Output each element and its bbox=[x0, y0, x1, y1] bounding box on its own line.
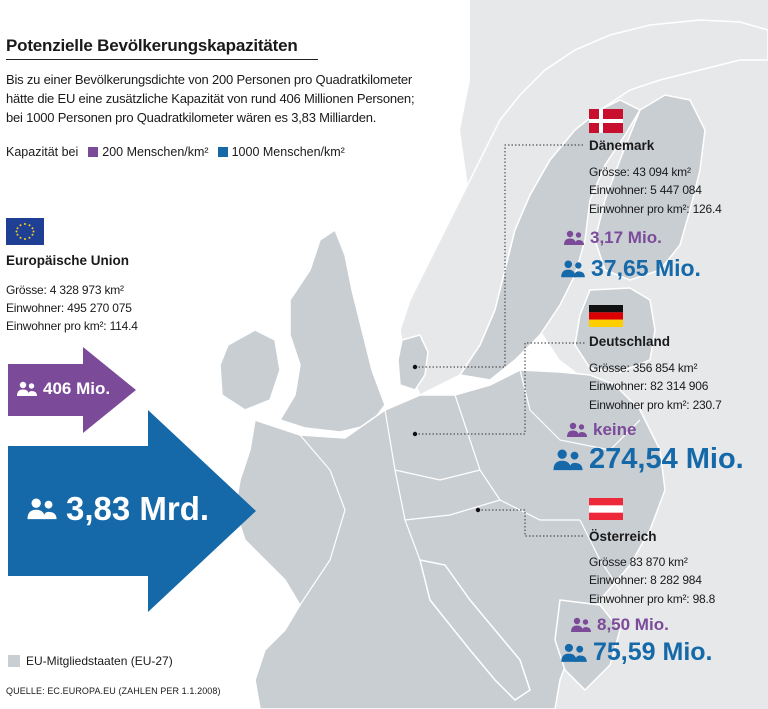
map-legend-label: EU-Mitgliedstaaten (EU-27) bbox=[26, 654, 173, 668]
legend-item-1000: 1000 Menschen/km² bbox=[231, 145, 345, 159]
page-title: Potenzielle Bevölkerungskapazitäten bbox=[6, 36, 298, 55]
eu-einwohner: Einwohner: 495 270 075 bbox=[6, 301, 132, 315]
de-name: Deutschland bbox=[589, 334, 671, 349]
eu-name: Europäische Union bbox=[6, 253, 130, 268]
people-icon bbox=[16, 381, 38, 397]
people-icon bbox=[560, 259, 586, 279]
dk-dichte: Einwohner pro km²: 126.4 bbox=[589, 202, 722, 216]
dk-kap-200-row bbox=[563, 228, 662, 248]
de-kap-200-row bbox=[566, 420, 636, 440]
de-groesse: Grösse: 356 854 km² bbox=[589, 361, 698, 375]
dk-kap-1000: 37,65 Mio. bbox=[591, 255, 701, 281]
capacity-legend bbox=[6, 145, 345, 159]
intro-text bbox=[6, 70, 476, 127]
legend-swatch-1000 bbox=[218, 147, 228, 157]
de-einwohner: Einwohner: 82 314 906 bbox=[589, 379, 709, 393]
intro-line-1: Bis zu einer Bevölkerungsdichte von 200 Personen pro Quadratkilometer bbox=[6, 72, 413, 87]
people-icon bbox=[566, 422, 588, 438]
legend-swatch-200 bbox=[88, 147, 98, 157]
at-name: Österreich bbox=[589, 529, 657, 544]
intro-line-2: hätte die EU eine zusätzliche Kapazität von rund 406 Millionen Personen; bbox=[6, 91, 415, 106]
de-dichte: Einwohner pro km²: 230.7 bbox=[589, 398, 722, 412]
at-dichte: Einwohner pro km²: 98.8 bbox=[589, 592, 716, 606]
dk-kap-1000-row bbox=[560, 255, 701, 282]
legend-label: Kapazität bei bbox=[6, 145, 79, 159]
eu-groesse: Grösse: 4 328 973 km² bbox=[6, 283, 124, 297]
dk-einwohner: Einwohner: 5 447 084 bbox=[589, 183, 702, 197]
map-legend-swatch bbox=[8, 655, 20, 667]
people-icon bbox=[560, 642, 588, 664]
people-icon bbox=[552, 448, 584, 472]
people-icon bbox=[26, 496, 58, 522]
map-legend bbox=[8, 654, 173, 668]
at-groesse: Grösse 83 870 km² bbox=[589, 555, 688, 569]
de-kap-200: keine bbox=[593, 420, 637, 439]
eu-dichte: Einwohner pro km²: 114.4 bbox=[6, 319, 138, 333]
eu-kap-1000: 3,83 Mrd. bbox=[66, 490, 210, 527]
at-einwohner: Einwohner: 8 282 984 bbox=[589, 573, 702, 587]
people-icon bbox=[570, 617, 592, 633]
eu-kap-200-label bbox=[16, 379, 110, 399]
eu-kap-1000-label bbox=[26, 490, 209, 528]
at-kap-200: 8,50 Mio. bbox=[597, 615, 669, 634]
eu-kap-200: 406 Mio. bbox=[43, 379, 111, 398]
people-icon bbox=[563, 230, 585, 246]
legend-item-200: 200 Menschen/km² bbox=[102, 145, 209, 159]
denmark-flag-icon bbox=[589, 109, 623, 133]
austria-flag-icon bbox=[589, 498, 623, 520]
dk-kap-200: 3,17 Mio. bbox=[590, 228, 662, 247]
de-kap-1000-row bbox=[552, 443, 744, 476]
at-kap-1000-row bbox=[560, 638, 713, 667]
title-rule bbox=[6, 59, 318, 60]
at-kap-1000: 75,59 Mio. bbox=[593, 638, 713, 666]
dk-name: Dänemark bbox=[589, 138, 655, 153]
dk-groesse: Grösse: 43 094 km² bbox=[589, 165, 691, 179]
eu-flag-icon bbox=[6, 218, 44, 245]
intro-line-3: bei 1000 Personen pro Quadratkilometer wären es 3,83 Milliarden. bbox=[6, 110, 377, 125]
de-kap-1000: 274,54 Mio. bbox=[589, 443, 744, 475]
source-note: QUELLE: EC.EUROPA.EU (ZAHLEN PER 1.1.2008) bbox=[6, 686, 221, 696]
at-kap-200-row bbox=[570, 615, 669, 635]
germany-flag-icon bbox=[589, 305, 623, 327]
